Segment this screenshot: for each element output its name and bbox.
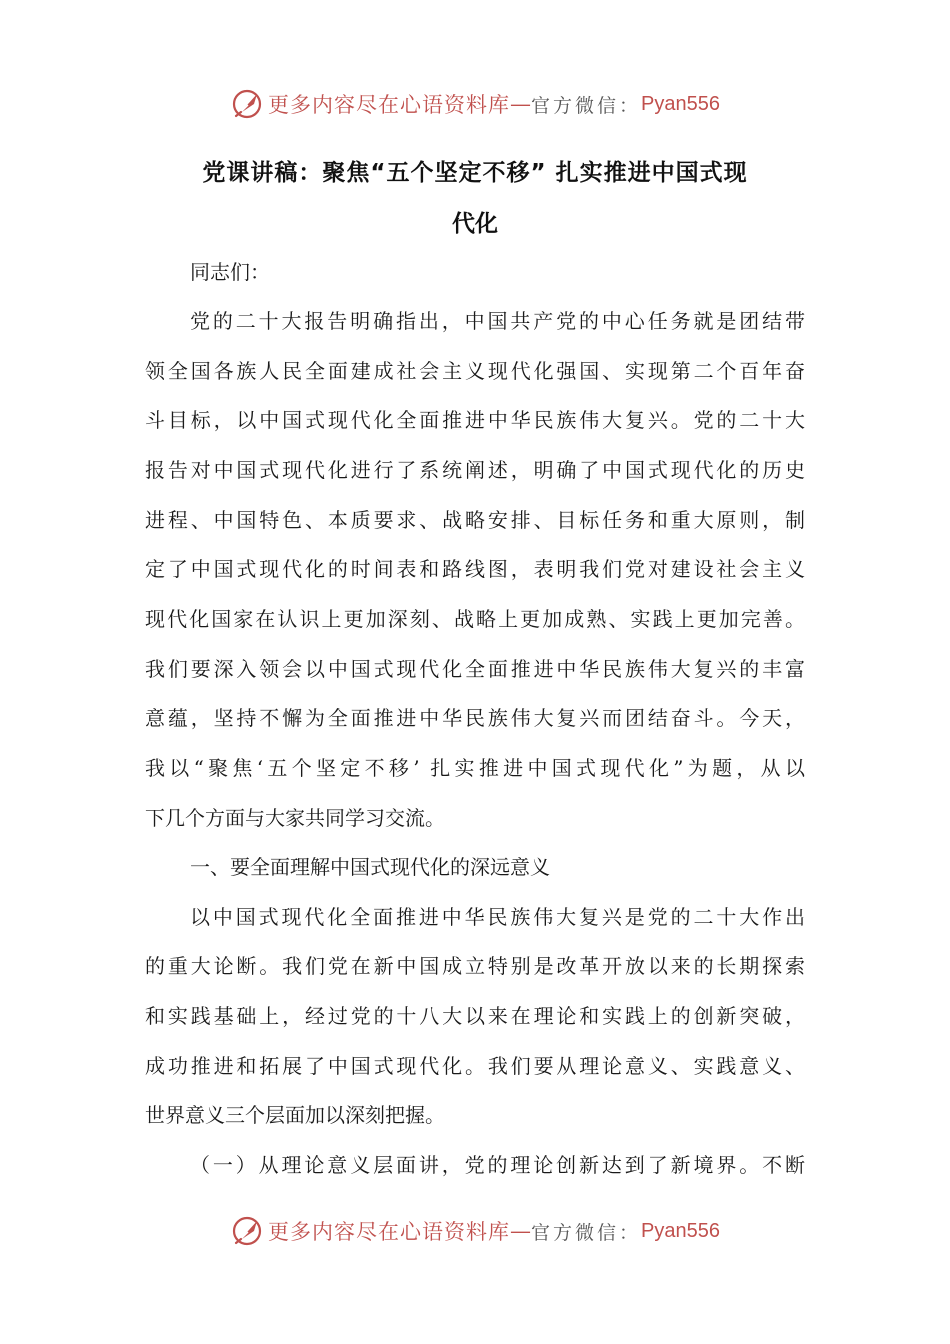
- section-heading-1: 一、要全面理解中国式现代化的深远意义: [190, 855, 550, 879]
- document-title-line-1: 党课讲稿：聚焦“五个坚定不移” 扎实推进中国式现: [202, 160, 748, 186]
- quill-pen-icon: [230, 87, 264, 121]
- paragraph-line: 世界意义三个层面加以深刻把握。: [145, 1103, 445, 1127]
- salutation: 同志们：: [190, 260, 270, 284]
- banner-wechat-id: Pyan556: [641, 92, 720, 115]
- paragraph-line: 斗目标，以中国式现代化全面推进中华民族伟大复兴。党的二十大: [145, 408, 805, 432]
- banner-brand: 更多内容尽在心语资料库: [268, 1220, 510, 1244]
- banner-dash: —: [510, 92, 531, 116]
- paragraph-line: 成功推进和拓展了中国式现代化。我们要从理论意义、实践意义、: [145, 1054, 805, 1078]
- header-banner: [0, 84, 950, 124]
- footer-banner: [0, 1211, 950, 1251]
- paragraph-line: 意蕴，坚持不懈为全面推进中华民族伟大复兴而团结奋斗。今天，: [145, 706, 805, 730]
- paragraph-line: 进程、中国特色、本质要求、战略安排、目标任务和重大原则，制: [145, 508, 805, 532]
- paragraph-line: 领全国各族人民全面建成社会主义现代化强国、实现第二个百年奋: [145, 359, 805, 383]
- paragraph-line: 下几个方面与大家共同学习交流。: [145, 806, 445, 830]
- paragraph-line: 报告对中国式现代化进行了系统阐述，明确了中国式现代化的历史: [145, 458, 805, 482]
- paragraph-line: 的重大论断。我们党在新中国成立特别是改革开放以来的长期探索: [145, 954, 805, 978]
- banner-dash: —: [510, 1219, 531, 1243]
- quill-pen-icon: [230, 1214, 264, 1248]
- banner-wechat-label: 官方微信：: [531, 1221, 642, 1244]
- document-title-line-2: 代化: [452, 211, 498, 237]
- banner-wechat-id: Pyan556: [641, 1219, 720, 1242]
- paragraph-line: 我以“聚焦‘五个坚定不移’ 扎实推进中国式现代化”为题，从以: [145, 756, 805, 780]
- banner-brand: 更多内容尽在心语资料库: [268, 93, 510, 117]
- paragraph-line: 党的二十大报告明确指出，中国共产党的中心任务就是团结带: [190, 309, 805, 333]
- paragraph-line: 现代化国家在认识上更加深刻、战略上更加成熟、实践上更加完善。: [145, 607, 805, 631]
- paragraph-line: 我们要深入领会以中国式现代化全面推进中华民族伟大复兴的丰富: [145, 657, 805, 681]
- paragraph-line: 以中国式现代化全面推进中华民族伟大复兴是党的二十大作出: [190, 905, 805, 929]
- paragraph-line: 和实践基础上，经过党的十八大以来在理论和实践上的创新突破，: [145, 1004, 805, 1028]
- banner-wechat-label: 官方微信：: [531, 94, 642, 117]
- paragraph-line: 定了中国式现代化的时间表和路线图，表明我们党对建设社会主义: [145, 557, 805, 581]
- subsection-heading-1: （一）从理论意义层面讲，党的理论创新达到了新境界。不断: [190, 1153, 805, 1177]
